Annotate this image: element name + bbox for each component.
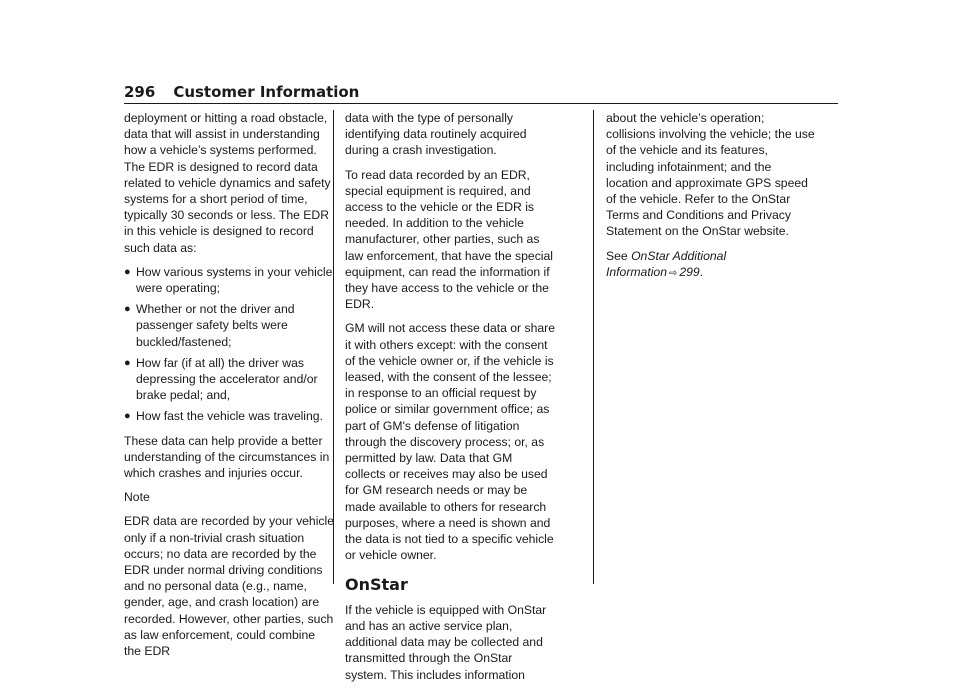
column-1 — [124, 110, 334, 667]
onstar-data-paragraph: about the vehicle’s operation; collisions involving the vehicle; the use of the vehicle and its features, including infotainment; and the location and approximate GPS speed of the vehicle. Refer to the OnStar Terms and Conditions and Privacy Statement on the OnStar website. — [606, 111, 815, 239]
bullet-dot-icon: ● — [124, 410, 131, 423]
crash-data-paragraph: data with the type of personally identifying data routinely acquired during a crash investigation. — [345, 111, 527, 158]
note-body: EDR data are recorded by your vehicle only if a non-trivial crash situation occurs; no data are recorded by the EDR under normal driving conditions and no personal data (e.g., name, gender, age, and crash location) are recorded. However, other parties, such as law enforcement, could combine the EDR — [124, 514, 335, 659]
edr-purpose-paragraph: These data can help provide a better understanding of the circumstances in which crashes and injuries occur. — [124, 433, 330, 481]
bullet-dot-icon: ● — [124, 303, 131, 316]
bullet-dot-icon: ● — [124, 356, 131, 369]
list-item: ● How far (if at all) the driver was depressing the accelerator and/or brake pedal; and, — [124, 355, 318, 403]
column-3 — [606, 110, 816, 290]
gm-access-paragraph: GM will not access these data or share it with others except: with the consent of the vehicle owner or, if the vehicle is leased, with the consent of the lessee; in response to an official request by police or similar government office; as part of GM's defense of litigation through the discovery process; or, as permitted by law. Data that GM collects or receives may also be used for GM research needs or may be made available to others for research purposes, where a need is shown and the data is not tied to a specific vehicle or vehicle owner. — [345, 321, 555, 563]
see-reference: See OnStar Additional Information ⇨ 299. — [606, 248, 727, 279]
list-item: ● How fast the vehicle was traveling. — [124, 409, 323, 424]
note-title: Note — [124, 490, 150, 505]
list-item: ● How various systems in your vehicle were operating; — [124, 264, 333, 296]
column-2 — [345, 110, 555, 691]
page-reference[interactable]: 299 — [679, 264, 700, 279]
edr-intro-paragraph: deployment or hitting a road obstacle, data that will assist in understanding how a vehicle’s systems performed. The EDR is designed to record data related to vehicle dynamics and safety systems for a short period of time, typically 30 seconds or less. The EDR in this vehicle is designed to record such data as: — [124, 111, 331, 255]
edr-data-list — [124, 264, 334, 425]
page-number: 296 — [124, 83, 156, 101]
onstar-intro-paragraph: If the vehicle is equipped with OnStar and has an active service plan, additional data may be collected and transmitted through the OnStar system. This includes information — [345, 602, 547, 682]
column-divider-2 — [593, 110, 594, 584]
section-title: Customer Information — [173, 83, 360, 101]
bullet-dot-icon: ● — [124, 265, 131, 278]
onstar-heading: OnStar — [345, 575, 408, 595]
onstar-additional-info-link[interactable]: OnStar Additional Information — [606, 248, 727, 279]
read-edr-paragraph: To read data recorded by an EDR, special equipment is required, and access to the vehicle or the EDR is needed. In addition to the vehicle manufacturer, other parties, such as law enforcement, that have the special equipment, can read the information if they have access to the vehicle or the EDR. — [345, 167, 553, 312]
list-item: ● Whether or not the driver and passenger safety belts were buckled/fastened; — [124, 302, 295, 349]
page-header — [124, 83, 838, 104]
page-arrow-icon: ⇨ — [668, 267, 678, 279]
